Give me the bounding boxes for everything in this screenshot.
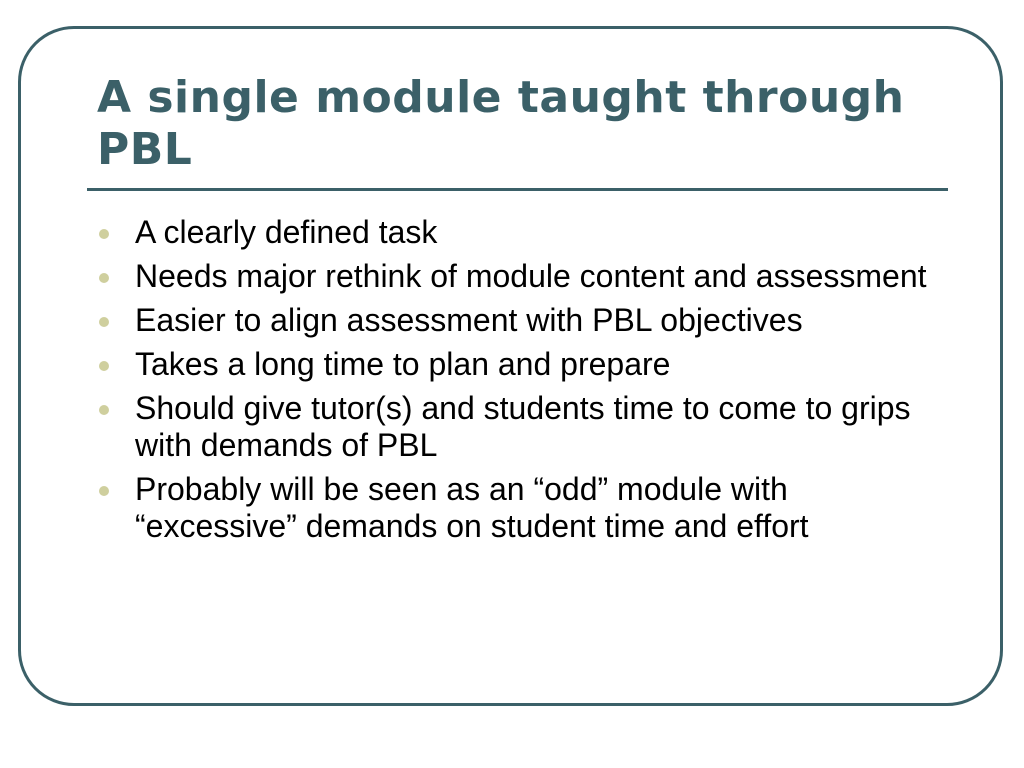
bullet-item	[97, 258, 947, 295]
bullet-item	[97, 471, 947, 545]
bullet-text: A clearly defined task	[135, 214, 438, 250]
bullet-text: Probably will be seen as an “odd” module with “excessive” demands on student time and effort	[135, 471, 809, 544]
bullet-dot-icon	[99, 486, 109, 496]
bullet-dot-icon	[99, 317, 109, 327]
bullet-text: Takes a long time to plan and prepare	[135, 346, 671, 382]
bullet-text: Should give tutor(s) and students time to come to grips with demands of PBL	[135, 390, 911, 463]
bullet-item	[97, 214, 947, 251]
bullet-item	[97, 302, 947, 339]
bullet-item	[97, 346, 947, 383]
title-divider	[87, 188, 948, 191]
bullet-dot-icon	[99, 361, 109, 371]
bullet-dot-icon	[99, 273, 109, 283]
bullet-item	[97, 390, 947, 464]
bullet-list	[97, 214, 947, 552]
bullet-text: Easier to align assessment with PBL objectives	[135, 302, 803, 338]
bullet-dot-icon	[99, 405, 109, 415]
slide-title: A single module taught through PBL	[97, 72, 905, 175]
bullet-dot-icon	[99, 229, 109, 239]
bullet-text: Needs major rethink of module content and assessment	[135, 258, 927, 294]
